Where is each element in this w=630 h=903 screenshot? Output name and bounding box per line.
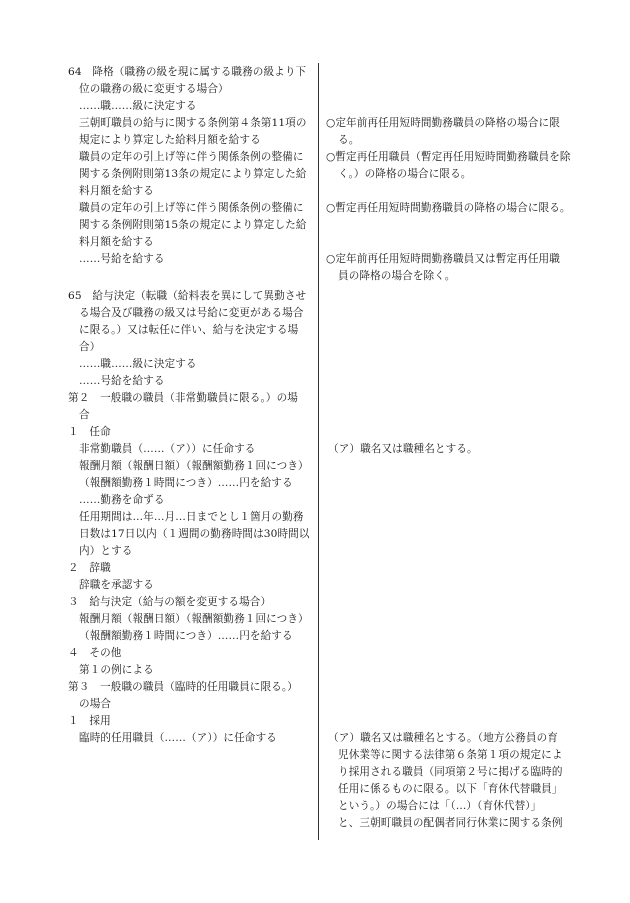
body-line: 合） bbox=[79, 341, 101, 353]
column-divider bbox=[318, 63, 319, 840]
body-line: ……職……級に決定する bbox=[79, 100, 197, 112]
body-line: ……号給を給する bbox=[79, 253, 165, 265]
body-line: 合 bbox=[79, 409, 90, 421]
body-line: （報酬額勤務１時間につき）……円を給する bbox=[79, 477, 293, 489]
body-line: 辞職を承認する bbox=[79, 579, 154, 591]
body-line: 第３ 一般職の職員（臨時的任用職員に限る。） bbox=[68, 681, 298, 693]
note-line: ○定年前再任用短時間勤務職員又は暫定再任用職 bbox=[326, 253, 560, 265]
body-line: 内）とする bbox=[79, 545, 133, 557]
note-line: という。）の場合には「（…）（育休代替）」 bbox=[338, 800, 542, 812]
note-line: （ア）職名又は職種名とする。 bbox=[328, 443, 478, 455]
body-line: 臨時的任用職員（……（ア））に任命する bbox=[79, 732, 277, 744]
body-line: 位の職務の級に変更する場合） bbox=[79, 83, 229, 95]
body-line: 料月額を給する bbox=[79, 185, 154, 197]
body-line: の場合 bbox=[79, 698, 112, 710]
body-line: 非常勤職員（……（ア））に任命する bbox=[79, 443, 256, 455]
body-line: 職員の定年の引上げ等に伴う関係条例の整備に bbox=[79, 151, 304, 163]
body-line: （報酬額勤務１時間につき）……円を給する bbox=[79, 630, 293, 642]
body-line: 日数は17日以内（１週間の勤務時間は30時間以 bbox=[79, 528, 310, 540]
body-line: 職員の定年の引上げ等に伴う関係条例の整備に bbox=[79, 202, 304, 214]
note-line: （ア）職名又は職種名とする。（地方公務員の育 bbox=[328, 732, 558, 744]
body-line: ２ 辞職 bbox=[68, 562, 111, 574]
body-line: ……勤務を命ずる bbox=[79, 494, 165, 506]
body-line: １ 採用 bbox=[68, 715, 111, 727]
body-line: ……号給を給する bbox=[79, 375, 165, 387]
body-line: ……職……級に決定する bbox=[79, 358, 197, 370]
body-line: １ 任命 bbox=[68, 426, 111, 438]
body-line: る場合及び職務の級又は号給に変更がある場合 bbox=[79, 307, 304, 319]
body-line: 三朝町職員の給与に関する条例第４条第11項の bbox=[79, 117, 307, 129]
body-line: 報酬月額（報酬日額）（報酬額勤務１回につき） bbox=[79, 460, 309, 472]
body-line: 第２ 一般職の職員（非常勤職員に限る。）の場 bbox=[68, 392, 298, 404]
note-line: 任用に係るものに限る。以下「育休代替職員」 bbox=[338, 783, 563, 795]
body-line: 関する条例附則第15条の規定により算定した給 bbox=[79, 219, 307, 231]
body-line: 第１の例による bbox=[79, 664, 154, 676]
body-line: 料月額を給する bbox=[79, 236, 154, 248]
note-line: ○暫定再任用職員（暫定再任用短時間勤務職員を除 bbox=[326, 151, 571, 163]
body-line: に限る。）又は転任に伴い、給与を決定する場 bbox=[79, 324, 299, 336]
body-line: 報酬月額（報酬日額）（報酬額勤務１回につき） bbox=[79, 613, 309, 625]
body-line: 任用期間は…年…月…日までとし１箇月の勤務 bbox=[79, 511, 304, 523]
body-line: ４ その他 bbox=[68, 647, 122, 659]
body-line: 65 給与決定（転職（給料表を異にして異動させ bbox=[68, 290, 307, 302]
body-line: 64 降格（職務の級を現に属する職務の級より下 bbox=[68, 66, 307, 78]
note-line: ○暫定再任用短時間勤務職員の降格の場合に限る。 bbox=[326, 202, 571, 214]
note-line: 員の降格の場合を除く。 bbox=[338, 270, 456, 282]
note-line: る。 bbox=[338, 134, 360, 146]
note-line: と、三朝町職員の配偶者同行休業に関する条例 bbox=[338, 817, 563, 829]
note-line: ○定年前再任用短時間勤務職員の降格の場合に限 bbox=[326, 117, 560, 129]
body-line: ３ 給与決定（給与の額を変更する場合） bbox=[68, 596, 272, 608]
note-line: 児休業等に関する法律第６条第１項の規定によ bbox=[338, 749, 563, 761]
note-line: り採用される職員（同項第２号に掲げる臨時的 bbox=[338, 766, 563, 778]
note-line: く。）の降格の場合に限る。 bbox=[338, 168, 472, 180]
body-line: 関する条例附則第13条の規定により算定した給 bbox=[79, 168, 307, 180]
body-line: 規定により算定した給料月額を給する bbox=[79, 134, 261, 146]
